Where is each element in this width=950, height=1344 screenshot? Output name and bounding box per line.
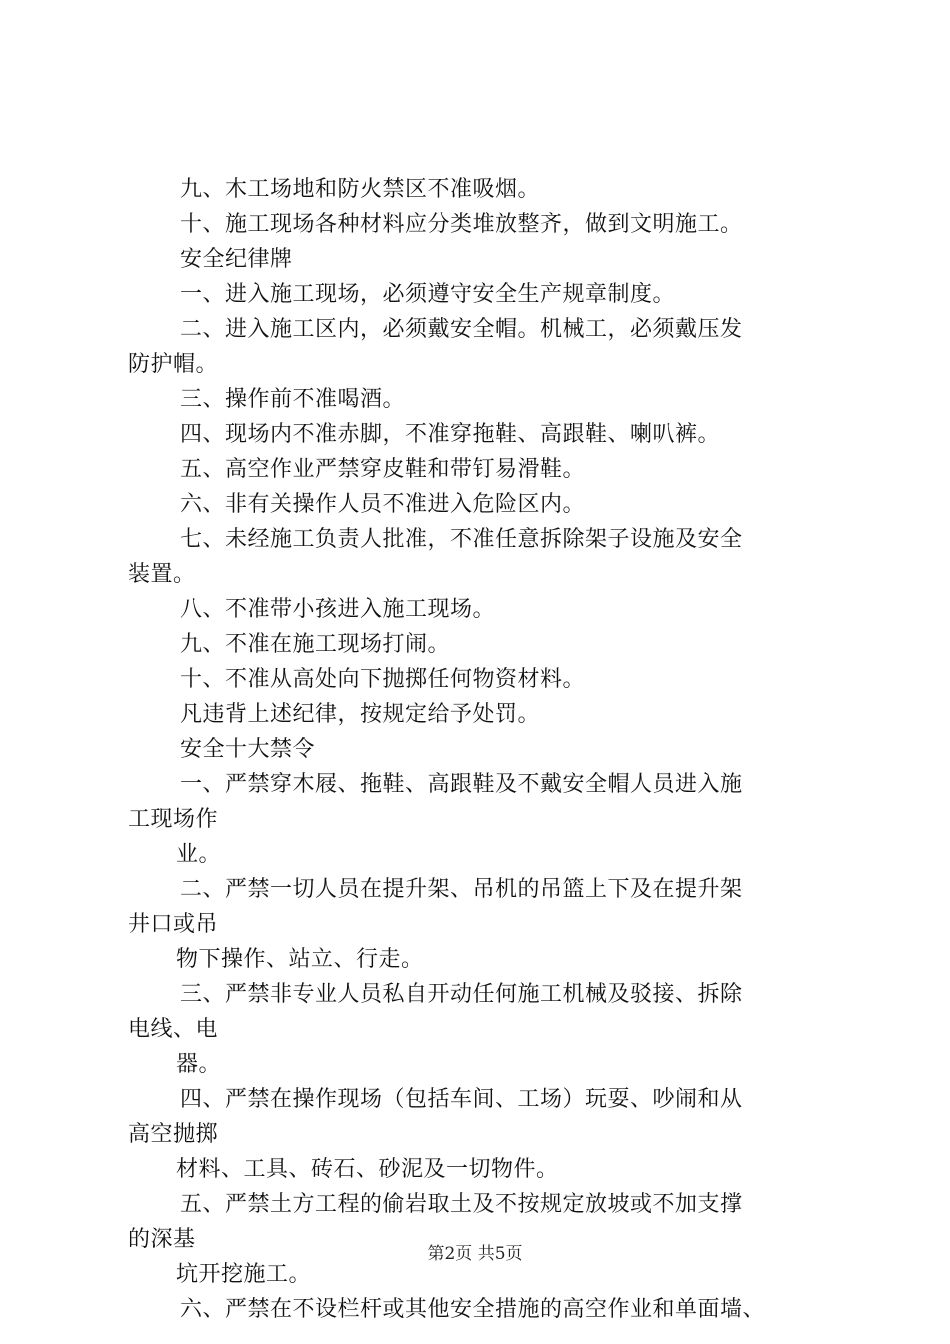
text-line: 凡违背上述纪律，按规定给予处罚。 [180, 702, 541, 727]
text-line: 七、未经施工负责人批准，不准任意拆除架子设施及安全 [180, 527, 743, 552]
text-line: 九、木工场地和防火禁区不准吸烟。 [180, 177, 541, 202]
text-line: 二、进入施工区内，必须戴安全帽。机械工，必须戴压发 [180, 317, 743, 342]
text-line: 一、进入施工现场，必须遵守安全生产规章制度。 [180, 282, 676, 307]
text-line: 三、严禁非专业人员私自开动任何施工机械及驳接、拆除 [180, 982, 743, 1007]
text-line: 工现场作 [128, 807, 219, 832]
text-line: 九、不准在施工现场打闹。 [180, 632, 451, 657]
page-footer: 第2页 共5页 [427, 1244, 523, 1264]
text-line: 六、严禁在不设栏杆或其他安全措施的高空作业和单面墙、 [180, 1297, 766, 1322]
text-line: 坑开挖施工。 [176, 1262, 312, 1287]
text-line: 二、严禁一切人员在提升架、吊机的吊篮上下及在提升架 [180, 877, 743, 902]
text-line: 三、操作前不准喝酒。 [180, 387, 406, 412]
text-line: 十、施工现场各种材料应分类堆放整齐，做到文明施工。 [180, 212, 743, 237]
text-line: 井口或吊 [128, 912, 219, 937]
text-line: 器。 [176, 1052, 222, 1077]
text-line: 四、严禁在操作现场（包括车间、工场）玩耍、吵闹和从 [180, 1087, 743, 1112]
text-line: 八、不准带小孩进入施工现场。 [180, 597, 496, 622]
text-line: 五、严禁土方工程的偷岩取土及不按规定放坡或不加支撑 [180, 1192, 743, 1217]
text-line: 装置。 [128, 562, 196, 587]
document-body [128, 172, 848, 1327]
text-line: 安全十大禁令 [180, 737, 316, 762]
text-line: 一、严禁穿木屐、拖鞋、高跟鞋及不戴安全帽人员进入施 [180, 772, 743, 797]
text-line: 高空抛掷 [128, 1122, 219, 1147]
text-line: 安全纪律牌 [180, 247, 293, 272]
text-line: 十、不准从高处向下抛掷任何物资材料。 [180, 667, 586, 692]
text-line: 五、高空作业严禁穿皮鞋和带钉易滑鞋。 [180, 457, 586, 482]
text-line: 业。 [176, 842, 222, 867]
text-line: 材料、工具、砖石、砂泥及一切物件。 [176, 1157, 559, 1182]
text-line: 六、非有关操作人员不准进入危险区内。 [180, 492, 586, 517]
text-line: 电线、电 [128, 1017, 219, 1042]
text-line: 防护帽。 [128, 352, 219, 377]
text-line: 的深基 [128, 1227, 196, 1252]
text-line: 物下操作、站立、行走。 [176, 947, 424, 972]
text-line: 四、现场内不准赤脚，不准穿拖鞋、高跟鞋、喇叭裤。 [180, 422, 721, 447]
